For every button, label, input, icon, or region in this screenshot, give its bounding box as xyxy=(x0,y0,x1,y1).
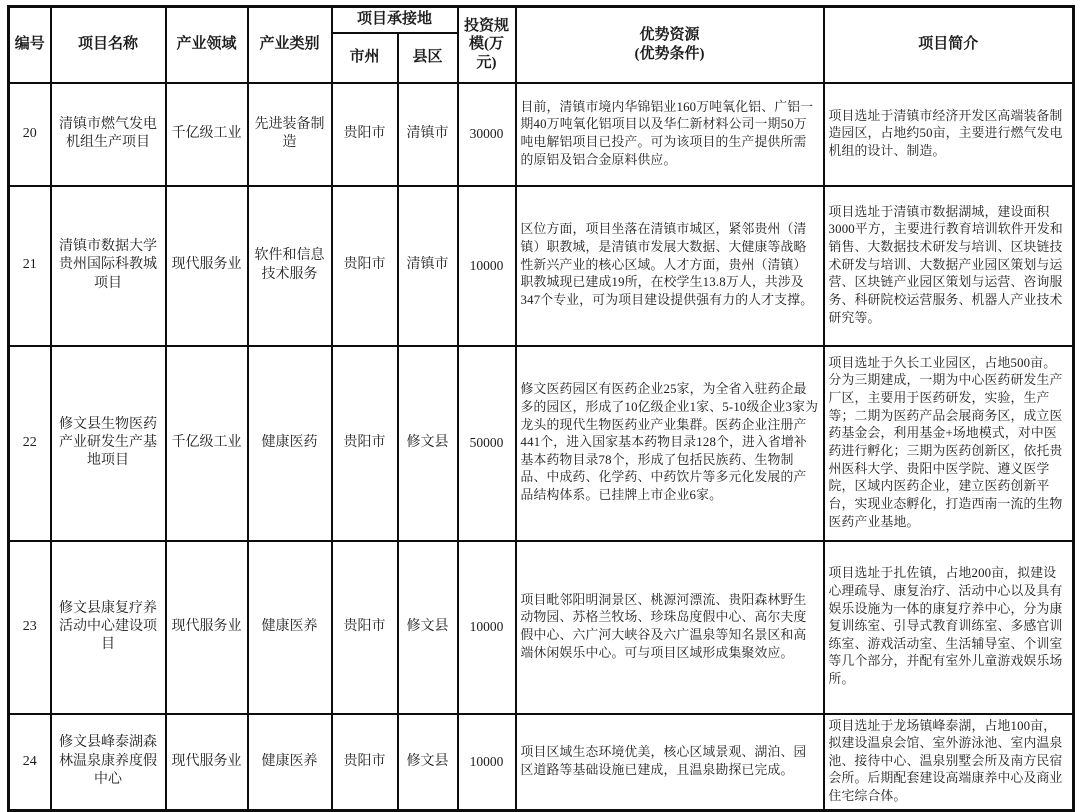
cell-advantage-resources: 项目区域生态环境优美，核心区域景观、湖泊、园区道路等基础设施已建成，且温泉勘探已完成。 xyxy=(516,714,824,811)
cell-project-intro: 项目选址于久长工业园区，占地500亩。分为三期建成，一期为中心医药研发生产厂区，主要用于医药研发，实验，生产等；二期为医药产品会展商务区，成立医药基金会，利用基金+场地模式，对中医药进行孵化；三期为医药创新区，依托贵州医科大学、贵阳中医学院、遵义医学院，区域内医药企业，建立医药创新平台，实现业态孵化，打造西南一流的生物医药产业基地。 xyxy=(824,346,1074,541)
cell-project-name: 修文县峰泰湖森林温泉康养度假中心 xyxy=(51,714,166,811)
table-row xyxy=(9,541,1074,714)
table-row xyxy=(9,83,1074,186)
cell-investment: 10000 xyxy=(458,186,516,346)
cell-investment: 50000 xyxy=(458,346,516,541)
cell-county: 修文县 xyxy=(398,714,458,811)
cell-industry-field: 现代服务业 xyxy=(166,186,248,346)
cell-investment: 30000 xyxy=(458,83,516,186)
header-project-name: 项目名称 xyxy=(51,7,166,83)
cell-project-intro: 项目选址于龙场镇峰泰湖，占地100亩，拟建设温泉会馆、室外游泳池、室内温泉池、接待中心、温泉别墅会所及南方民宿会所。后期配套建设高端康养中心及商业住宅综合体。 xyxy=(824,714,1074,811)
cell-project-name: 清镇市燃气发电机组生产项目 xyxy=(51,83,166,186)
cell-project-name: 修文县康复疗养活动中心建设项目 xyxy=(51,541,166,714)
header-no: 编号 xyxy=(9,7,51,83)
table-row xyxy=(9,186,1074,346)
cell-advantage-resources: 修文医药园区有医药企业25家，为全省入驻药企最多的园区，形成了10亿级企业1家、5-10级企业3家为龙头的现代生物医药业产业集群。医药企业注册产441个，进入国家基本药物目录128个，进入省增补基本药物目录78个，形成了包括民族药、生物制品、中成药、化学药、中药饮片等多元化发展的产品结构体系。已挂牌上市企业6家。 xyxy=(516,346,824,541)
cell-project-name: 清镇市数据大学贵州国际科教城项目 xyxy=(51,186,166,346)
header-investment-scale: 投资规模(万元) xyxy=(458,7,516,83)
cell-city: 贵阳市 xyxy=(332,83,398,186)
cell-no: 22 xyxy=(9,346,51,541)
table-row xyxy=(9,714,1074,811)
cell-county: 清镇市 xyxy=(398,83,458,186)
header-advantage-resources-line2: (优势条件) xyxy=(634,45,705,62)
cell-project-intro: 项目选址于清镇市经济开发区高端装备制造园区，占地约50亩，主要进行燃气发电机组的设计、制造。 xyxy=(824,83,1074,186)
header-city: 市州 xyxy=(332,33,398,83)
header-industry-category: 产业类别 xyxy=(248,7,332,83)
cell-county: 修文县 xyxy=(398,346,458,541)
cell-industry-category: 健康医养 xyxy=(248,714,332,811)
cell-industry-field: 千亿级工业 xyxy=(166,346,248,541)
cell-county: 清镇市 xyxy=(398,186,458,346)
header-project-intro: 项目简介 xyxy=(824,7,1074,83)
header-project-location: 项目承接地 xyxy=(332,7,458,33)
cell-county: 修文县 xyxy=(398,541,458,714)
cell-city: 贵阳市 xyxy=(332,714,398,811)
cell-project-intro: 项目选址于扎佐镇，占地200亩，拟建设心理疏导、康复治疗、活动中心以及具有娱乐设施为一体的康复疗养中心，分为康复训练室、引导式教育训练室、多感官训练室、游戏活动室、生活辅导室、个训室等几个部分，并配有室外儿童游戏娱乐场所。 xyxy=(824,541,1074,714)
cell-no: 23 xyxy=(9,541,51,714)
cell-city: 贵阳市 xyxy=(332,186,398,346)
cell-industry-category: 健康医养 xyxy=(248,541,332,714)
projects-table xyxy=(7,5,1075,812)
table-row xyxy=(9,346,1074,541)
cell-industry-field: 千亿级工业 xyxy=(166,83,248,186)
cell-project-name: 修文县生物医药产业研发生产基地项目 xyxy=(51,346,166,541)
cell-industry-category: 健康医药 xyxy=(248,346,332,541)
cell-advantage-resources: 目前，清镇市境内华锦铝业160万吨氧化铝、广铝一期40万吨氧化铝项目以及华仁新材料公司一期50万吨电解铝项目已投产。可为该项目的生产提供所需的原铝及铝合金原料供应。 xyxy=(516,83,824,186)
cell-industry-category: 软件和信息技术服务 xyxy=(248,186,332,346)
cell-project-intro: 项目选址于清镇市数据湖城，建设面积3000平方，主要进行教育培训软件开发和销售、大数据技术研发与培训、区块链技术研发与培训、大数据产业园区策划与运营、区块链产业园区策划与运营、咨询服务、科研院校运营服务、机器人产业技术研究等。 xyxy=(824,186,1074,346)
table-header xyxy=(9,7,1074,83)
cell-industry-field: 现代服务业 xyxy=(166,541,248,714)
table-body xyxy=(9,83,1074,811)
cell-no: 24 xyxy=(9,714,51,811)
header-county: 县区 xyxy=(398,33,458,83)
cell-investment: 10000 xyxy=(458,541,516,714)
header-industry-field: 产业领域 xyxy=(166,7,248,83)
cell-city: 贵阳市 xyxy=(332,346,398,541)
header-advantage-resources xyxy=(516,7,824,83)
cell-no: 21 xyxy=(9,186,51,346)
cell-advantage-resources: 区位方面，项目坐落在清镇市城区，紧邻贵州（清镇）职教城，是清镇市发展大数据、大健康等战略性新兴产业的核心区域。人才方面，贵州（清镇）职教城现已建成19所，在校学生13.8万人，共涉及347个专业，可为项目建设提供强有力的人才支撑。 xyxy=(516,186,824,346)
cell-no: 20 xyxy=(9,83,51,186)
cell-advantage-resources: 项目毗邻阳明洞景区、桃源河漂流、贵阳森林野生动物园、苏格兰牧场、珍珠岛度假中心、高尔夫度假中心、六广河大峡谷及六广温泉等知名景区和高端休闲娱乐中心。可与项目区域形成集聚效应。 xyxy=(516,541,824,714)
cell-investment: 10000 xyxy=(458,714,516,811)
cell-industry-field: 现代服务业 xyxy=(166,714,248,811)
cell-industry-category: 先进装备制造 xyxy=(248,83,332,186)
cell-city: 贵阳市 xyxy=(332,541,398,714)
header-advantage-resources-line1: 优势资源 xyxy=(639,27,700,43)
